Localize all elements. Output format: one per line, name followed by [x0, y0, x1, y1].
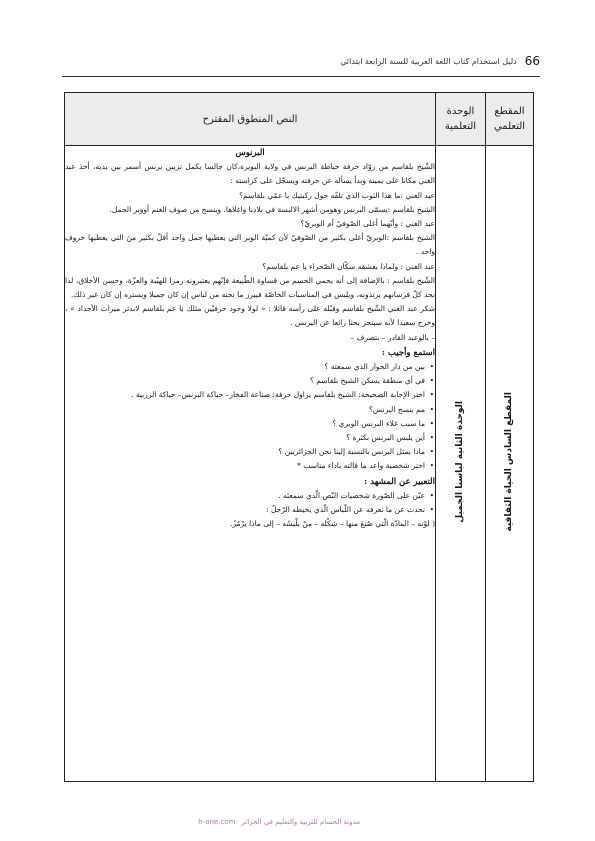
page-number: 66 [524, 54, 540, 68]
source-line: – بالوعبد القادر – بتصرف – [350, 332, 435, 342]
unit-value: الوحدة الثانية لباسنا الجميل [455, 400, 466, 523]
page-header [62, 52, 540, 70]
list-item: • اختر شخصية واعد ما قالته باداء مناسب * [65, 459, 425, 473]
paragraph: الشّيخ بلقاسم : بالإضافة إلى أنه يحمي الجسم من قساوة الطّبيعة فإنّهم يعتبرونه رمزا للهيْبة والعزّة، وحسن الأخلاق، لذا نجد كلّ فرسانهم يرتدونه، ويلبس في المناسبات الخاصّة فيبرز ما تحته من لباس إن كان جميلا ويستره إن كان غير ذلك. [65, 275, 435, 300]
list-item: • في أي منطقة يسكن الشيخ بلقاسم ؟ [65, 374, 425, 388]
paragraph: عبد الغني :ما هذا الثوب الذي تلفّه حول ركبتيك يا عمّي بلقاسم؟ [239, 190, 435, 200]
express-list [65, 489, 435, 517]
text-title: البرنوس [235, 148, 265, 158]
footer-site: h-one.com [198, 818, 236, 826]
express-detail: ( لوْنه – المادّة الّتي صُنعَ منها – شكْله – منْ يلْبسُه – إلى ماذا يرْمُزُ. [229, 519, 435, 529]
footer-watermark [40, 818, 360, 826]
list-item: • بين من دار الحوار الذي سمعته ؟ [65, 360, 425, 374]
listen-heading: استمع وأجيب : [381, 347, 435, 358]
column-header-text: النص المنطوق المقترح [65, 93, 436, 146]
lesson-table [64, 92, 534, 782]
column-header-unit: الوحدة التعلمية [436, 93, 486, 146]
paragraph: عبد الغني : ولماذا يعشقه سكّان الصّحراء يا عم بلقاسم؟ [262, 261, 435, 271]
list-item: • أين يلبس البرنس بكثرة ؟ [65, 431, 425, 445]
paragraph: شكر عبد الغني الشّيخ بلقاسم وقبّله على رأسه قائلا : « لولا وجود حرفيّين مثلك يا عم بلقاسم لاندثر ميراث الأجداد » ، وخرج سعيدا لأنه سينجز بحثا رائعا عن البرنس . [65, 304, 435, 328]
list-item: • ما سبب غلاء البرنس الوبري ؟ [65, 417, 425, 431]
list-item: • ماذا يمثل البرنس بالنسبة إلينا نحن الجزائريين ؟ [65, 445, 425, 459]
list-item: • مم ينسج البرنس؟ [65, 403, 425, 417]
segment-value: المقطع السادس الحياة الثقافية [504, 391, 515, 532]
header-divider [62, 76, 540, 77]
list-item: • تحدث عن ما تعرفه عن اللّباس الّذي يخيطه الرّجلُ : [65, 503, 425, 517]
list-item: • عيّن على الصّورة شخصيات النّص الّذي سمعتَه . [65, 489, 425, 503]
footer-blog-name: مدونة الحسام للتربية والتعليم في الجزائر [241, 818, 360, 826]
segment-cell [486, 146, 534, 782]
listen-question-list [65, 360, 435, 474]
paragraph: الشّيخ بلقاسم من روّاد حرفة خياطة البرنس في ولاية البويرة،كان جالسا يكمل تزيين برنس أسمر بين يديه، أخذ عبد الغني مكانا على يمينه وبدأ يسأله عن حرفته ويسجّل على كراسته : [65, 162, 435, 186]
text-cell [65, 146, 436, 782]
paragraph: عبد الغني : وأيّهما أغلى الصّوفيّ أم الوبريّ؟ [300, 219, 435, 229]
paragraph: الشيخ بلقاسم :الوبريّ أغلى بكثير من الصّوفيّ لأن كميّة الوبر التي يعطيها جمل واحد أقلّ بكثير منَ التي يعطيها خروف واحد . [65, 233, 435, 257]
express-heading: التعبير عن المشهد : [364, 476, 435, 487]
page-header-title: دليل استخدام كتاب اللغة العربية للسنة الرابعة ابتدائي [340, 56, 517, 66]
column-header-segment: المقطع التعلمي [486, 93, 534, 146]
unit-cell [436, 146, 486, 782]
proposed-text [65, 146, 435, 531]
paragraph: الشيخ بلقاسم :يسمّى البرنس وهومن أشهر الالبسة في بلادنا واغلاها، وينسج من صوف الغنم أووبر الجمل. [109, 204, 435, 214]
list-item: • اختر الإجابة الصحيحة: الشيخ بلقاسم يزاول حرفة: صناعة الفخار– حياكة البرنس– حياكة الزربية . [65, 388, 425, 402]
